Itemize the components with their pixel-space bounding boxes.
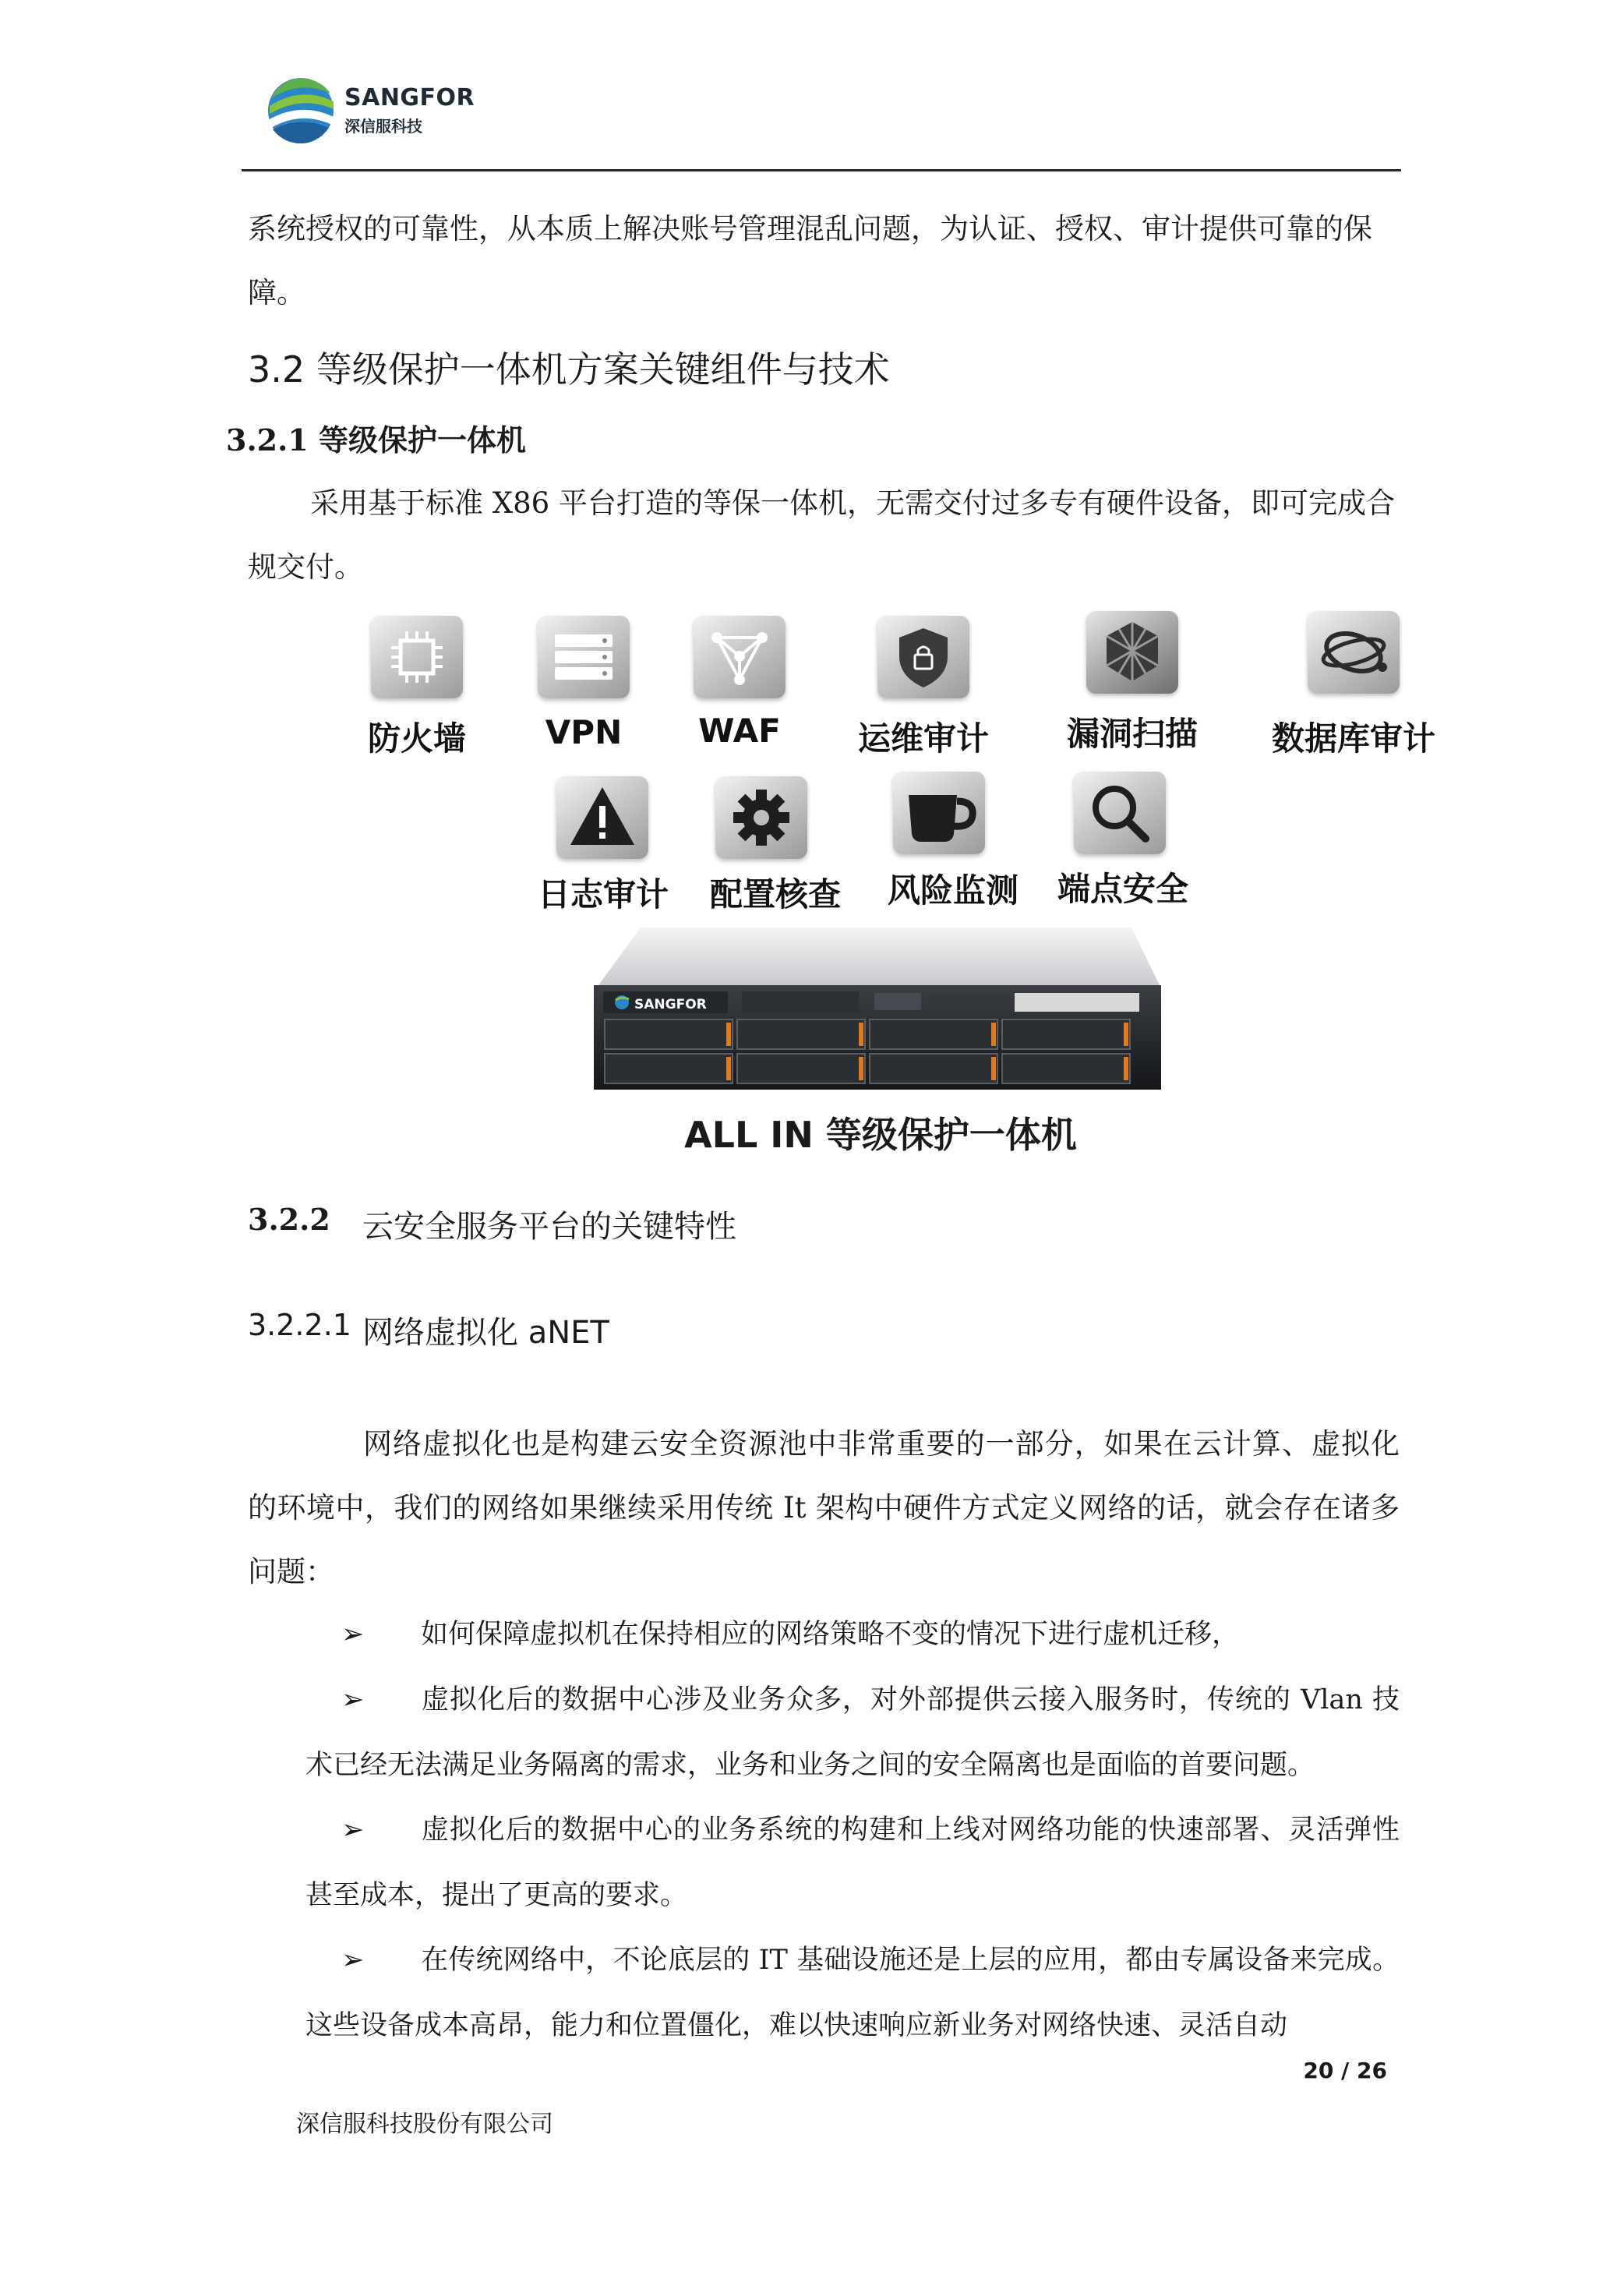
label-firewall: 防火墙	[367, 719, 466, 758]
list-item-text: 在传统网络中，不论底层的 IT 基础设施还是上层的应用，都由专属设备来完成。这些设备成本高昂，能力和位置僵化，难以快速响应新业务对网络快速、灵活自动	[305, 1945, 1400, 2041]
list-item	[305, 1927, 1400, 2058]
section-heading-3-2-1: 3.2.1 等级保护一体机	[226, 422, 527, 458]
shield-lock-icon	[877, 616, 969, 698]
label-waf: WAF	[698, 712, 781, 750]
label-vuln-scan: 漏洞扫描	[1066, 715, 1198, 753]
label-ops-audit: 运维审计	[857, 719, 989, 758]
label-db-audit: 数据库审计	[1271, 719, 1435, 758]
footer-company-name: 深信服科技股份有限公司	[296, 2111, 553, 2138]
bullet-arrow-icon: ➢	[341, 1619, 365, 1650]
bullet-arrow-icon: ➢	[341, 1945, 365, 1976]
label-log-audit: 日志审计	[537, 875, 669, 913]
paragraph-network-virtualization: 网络虚拟化也是构建云安全资源池中非常重要的一部分，如果在云计算、虚拟化的环境中，我们的网络如果继续采用传统 It 架构中硬件方式定义网络的话，就会存在诸多问题：	[248, 1427, 1400, 1588]
bullet-arrow-icon: ➢	[341, 1814, 365, 1846]
section-number-3-2-2-1: 3.2.2.1	[248, 1308, 351, 1342]
page-number: 20 / 26	[1303, 2058, 1387, 2083]
figure-caption: ALL IN 等级保护一体机	[684, 1114, 1077, 1156]
label-endpoint-security: 端点安全	[1057, 870, 1188, 908]
server-appliance-image	[594, 928, 1161, 1090]
logo-subtitle: 深信服科技	[344, 117, 422, 136]
label-config-check: 配置核查	[709, 875, 841, 913]
header-divider	[242, 169, 1401, 171]
orbit-icon	[1308, 611, 1400, 694]
server-brand-label: SANGFOR	[634, 997, 707, 1012]
list-item-text: 虚拟化后的数据中心的业务系统的构建和上线对网络功能的快速部署、灵活弹性甚至成本，提出了更高的要求。	[305, 1814, 1400, 1911]
cube-icon	[1086, 611, 1178, 694]
network-node-icon	[694, 616, 786, 698]
cup-icon	[893, 772, 985, 854]
list-item	[305, 1797, 1400, 1928]
label-risk-monitor: 风险监测	[887, 871, 1019, 910]
list-item-text: 如何保障虚拟机在保持相应的网络策略不变的情况下进行虚机迁移，	[421, 1619, 1240, 1650]
paragraph-x86-platform: 采用基于标准 X86 平台打造的等保一体机，无需交付过多专有硬件设备，即可完成合规交付。	[248, 486, 1395, 584]
label-vpn: VPN	[545, 713, 623, 751]
warning-icon	[556, 776, 648, 859]
section-heading-3-2: 3.2 等级保护一体机方案关键组件与技术	[248, 348, 890, 390]
sangfor-logo-icon	[265, 75, 337, 147]
logo-name: SANGFOR	[344, 84, 475, 111]
server-stack-icon	[538, 616, 630, 698]
list-item-text: 虚拟化后的数据中心涉及业务众多，对外部提供云接入服务时，传统的 Vlan 技术已经无法满足业务隔离的需求，业务和业务之间的安全隔离也是面临的首要问题。	[305, 1684, 1400, 1781]
section-number-3-2-2: 3.2.2	[248, 1202, 330, 1237]
bullet-arrow-icon: ➢	[341, 1684, 365, 1715]
gear-icon	[715, 776, 807, 859]
company-logo	[265, 75, 623, 153]
list-item	[305, 1602, 1400, 1667]
magnifier-icon	[1074, 772, 1166, 854]
section-title-3-2-2-1: 网络虚拟化 aNET	[362, 1315, 609, 1351]
list-item	[305, 1667, 1400, 1798]
paragraph-authorization: 系统授权的可靠性，从本质上解决账号管理混乱问题，为认证、授权、审计提供可靠的保障。	[248, 212, 1372, 309]
section-title-3-2-2: 云安全服务平台的关键特性	[362, 1209, 736, 1245]
chip-icon	[371, 616, 463, 698]
